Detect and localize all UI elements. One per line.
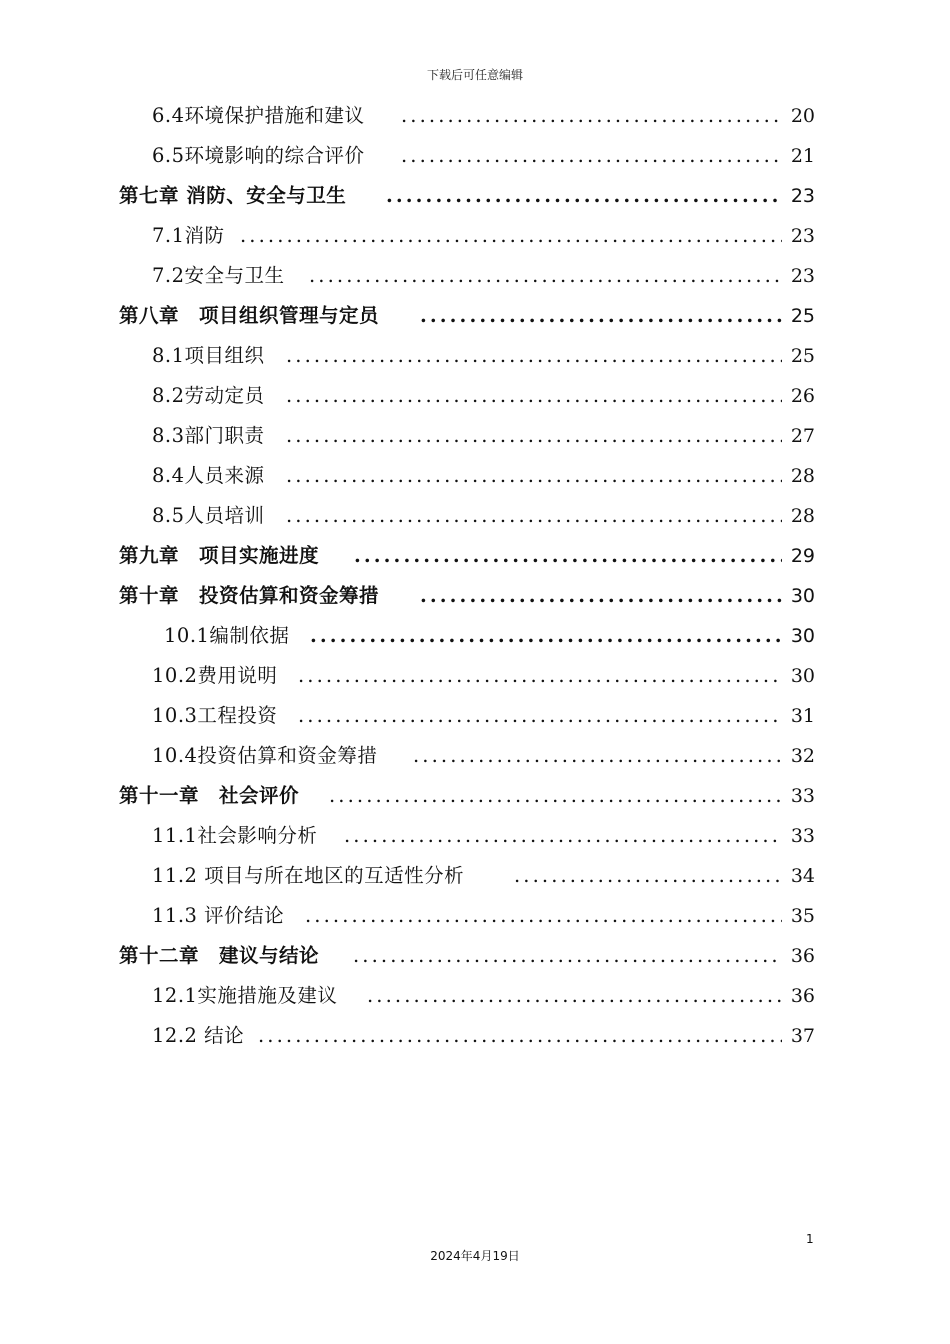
page-footer-date: 2024年4月19日 (430, 1249, 520, 1263)
toc-chapter[interactable] (0, 536, 950, 576)
toc-leader (420, 296, 782, 336)
toc-chapter[interactable] (0, 296, 950, 336)
toc-entry[interactable] (0, 376, 950, 416)
toc-leader (329, 776, 782, 816)
toc-chapter-title: 第十一章 社会评价 (119, 784, 300, 807)
toc-chapter-title: 第八章 项目组织管理与定员 (119, 304, 380, 327)
toc-entry-page: 20 (790, 105, 815, 127)
toc-entry[interactable] (0, 336, 950, 376)
toc-entry-page: 21 (790, 145, 815, 167)
toc-leader (420, 576, 782, 616)
toc-leader (401, 96, 782, 136)
toc-entry[interactable] (0, 736, 950, 776)
toc-chapter-title: 第九章 项目实施进度 (119, 544, 320, 567)
toc-entry-page: 36 (790, 985, 815, 1007)
toc-entry-page: 34 (790, 865, 815, 887)
toc-leader (310, 616, 782, 656)
toc-entry[interactable] (0, 416, 950, 456)
toc-entry-page: 25 (790, 345, 815, 367)
toc-chapter[interactable] (0, 576, 950, 616)
toc-entry-page: 23 (790, 225, 815, 247)
toc-leader (367, 976, 782, 1016)
toc-entry[interactable] (0, 216, 950, 256)
toc-chapter-title: 第七章 消防、安全与卫生 (119, 184, 347, 207)
toc-entry-page: 32 (790, 745, 815, 767)
toc-chapter[interactable] (0, 776, 950, 816)
toc-entry[interactable] (0, 1016, 950, 1056)
toc-entry-title: 7.1消防 (152, 224, 225, 247)
toc-entry-title: 11.2 项目与所在地区的互适性分析 (152, 864, 465, 887)
toc-entry-title: 10.3工程投资 (152, 704, 278, 727)
toc-leader (514, 856, 782, 896)
toc-leader (344, 816, 782, 856)
toc-entry-title: 8.2劳动定员 (152, 384, 265, 407)
toc-leader (258, 1016, 782, 1056)
toc-entry-page: 37 (790, 1025, 815, 1047)
toc-entry[interactable] (0, 976, 950, 1016)
toc-leader (298, 696, 782, 736)
toc-entry-page: 30 (790, 625, 815, 647)
toc-entry-title: 8.1项目组织 (152, 344, 265, 367)
toc-entry[interactable] (0, 656, 950, 696)
toc-leader (386, 176, 782, 216)
toc-entry[interactable] (0, 136, 950, 176)
toc-leader (309, 256, 782, 296)
toc-entry[interactable] (0, 856, 950, 896)
toc-entry-title: 6.4环境保护措施和建议 (152, 104, 365, 127)
toc-entry-page: 28 (790, 465, 815, 487)
toc-entry[interactable] (0, 96, 950, 136)
toc-entry[interactable] (0, 696, 950, 736)
toc-entry[interactable] (0, 616, 950, 656)
toc-leader (413, 736, 782, 776)
toc-entry[interactable] (0, 816, 950, 856)
toc-entry[interactable] (0, 456, 950, 496)
toc-leader (286, 416, 782, 456)
toc-leader (353, 936, 782, 976)
toc-entry-title: 7.2安全与卫生 (152, 264, 285, 287)
toc-leader (286, 376, 782, 416)
toc-entry-page: 31 (790, 705, 815, 727)
toc-leader (286, 456, 782, 496)
toc-leader (305, 896, 782, 936)
toc-chapter-title: 第十二章 建议与结论 (119, 944, 320, 967)
toc-chapter-page: 25 (790, 305, 815, 327)
toc-entry[interactable] (0, 896, 950, 936)
toc-leader (286, 496, 782, 536)
toc-entry-title: 10.2费用说明 (152, 664, 278, 687)
toc-entry[interactable] (0, 496, 950, 536)
toc-chapter-page: 23 (790, 185, 815, 207)
toc-leader (354, 536, 782, 576)
toc-entry-page: 30 (790, 665, 815, 687)
toc-entry-page: 35 (790, 905, 815, 927)
toc-entry-title: 6.5环境影响的综合评价 (152, 144, 365, 167)
toc-chapter-title: 第十章 投资估算和资金筹措 (119, 584, 380, 607)
toc-chapter-page: 33 (790, 785, 815, 807)
toc-entry-title: 11.3 评价结论 (152, 904, 285, 927)
toc-entry-page: 23 (790, 265, 815, 287)
toc-chapter-page: 36 (790, 945, 815, 967)
toc-entry-page: 28 (790, 505, 815, 527)
toc-chapter-page: 30 (790, 585, 815, 607)
toc-leader (401, 136, 782, 176)
page-number: 1 (806, 1232, 814, 1246)
toc-entry-title: 12.1实施措施及建议 (152, 984, 338, 1007)
toc-entry-title: 12.2 结论 (152, 1024, 245, 1047)
toc-leader (298, 656, 782, 696)
toc-entry-title: 8.5人员培训 (152, 504, 265, 527)
toc-entry-page: 33 (790, 825, 815, 847)
toc-entry[interactable] (0, 256, 950, 296)
toc-chapter[interactable] (0, 936, 950, 976)
toc-entry-title: 10.1编制依据 (164, 624, 290, 647)
toc-chapter-page: 29 (790, 545, 815, 567)
toc-entry-title: 10.4投资估算和资金筹措 (152, 744, 378, 767)
toc-leader (240, 216, 782, 256)
toc-leader (286, 336, 782, 376)
toc-chapter[interactable] (0, 176, 950, 216)
toc-entry-page: 26 (790, 385, 815, 407)
page-header: 下载后可任意编辑 (426, 68, 523, 82)
toc-entry-title: 8.3部门职责 (152, 424, 265, 447)
toc-entry-title: 11.1社会影响分析 (152, 824, 318, 847)
toc-entry-page: 27 (790, 425, 815, 447)
toc-entry-title: 8.4人员来源 (152, 464, 265, 487)
